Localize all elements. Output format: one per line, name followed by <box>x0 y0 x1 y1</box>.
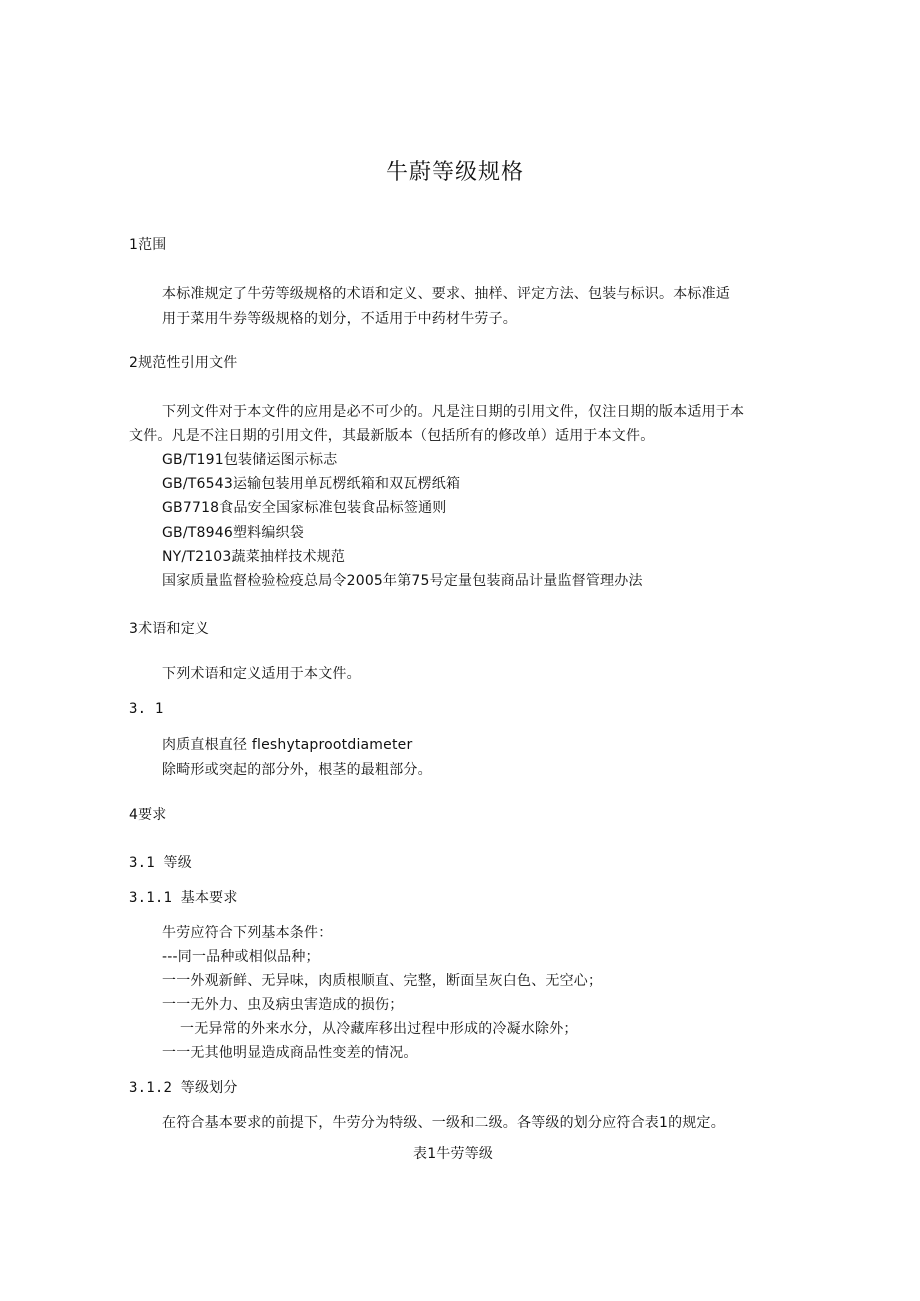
reference-item: GB7718食品安全国家标准包装食品标签通则 <box>162 500 447 516</box>
subsection-grading-heading: 3.1.2 等级划分 <box>129 1080 238 1096</box>
reference-item: GB/T191包装储运图示标志 <box>162 452 338 468</box>
reference-item: 国家质量监督检验检疫总局令2005年第75号定量包装商品计量监督管理办法 <box>162 573 643 589</box>
section-2-paragraph-line-2: 文件。凡是不注日期的引用文件，其最新版本（包括所有的修改单）适用于本文件。 <box>129 428 655 444</box>
condition-item: ---同一品种或相似品种； <box>162 949 320 965</box>
subsection-grade-heading: 3.1 等级 <box>129 855 192 871</box>
term-definition: 除畸形或突起的部分外，根茎的最粗部分。 <box>162 762 432 778</box>
table-caption: 表1牛劳等级 <box>413 1146 494 1162</box>
page-title: 牛蔚等级规格 <box>386 160 525 185</box>
term-number: 3. 1 <box>129 701 164 717</box>
condition-item: 一一无外力、虫及病虫害造成的损伤； <box>162 997 404 1013</box>
section-2-heading: 2规范性引用文件 <box>129 355 238 371</box>
section-4-heading: 4要求 <box>129 807 167 823</box>
section-3-heading: 3术语和定义 <box>129 621 210 637</box>
condition-item: 一一外观新鲜、无异味，肉质根顺直、完整，断面呈灰白色、无空心； <box>162 973 603 989</box>
grading-paragraph: 在符合基本要求的前提下，牛劳分为特级、一级和二级。各等级的划分应符合表1的规定。 <box>162 1115 725 1131</box>
condition-item: 一一无其他明显造成商品性变差的情况。 <box>162 1045 418 1061</box>
condition-item: 一无异常的外来水分，从冷藏库移出过程中形成的冷凝水除外； <box>180 1021 578 1037</box>
term-name: 肉质直根直径 fleshytaprootdiameter <box>162 737 413 753</box>
section-1-paragraph-line-2: 用于菜用牛券等级规格的划分，不适用于中药材牛劳子。 <box>162 311 517 327</box>
section-1-heading: 1范围 <box>129 237 167 253</box>
reference-item: GB/T6543运输包装用单瓦楞纸箱和双瓦楞纸箱 <box>162 476 461 492</box>
reference-item: GB/T8946塑料编织袋 <box>162 525 304 541</box>
basic-requirements-intro: 牛劳应符合下列基本条件： <box>162 925 333 941</box>
section-3-intro: 下列术语和定义适用于本文件。 <box>162 666 361 682</box>
section-2-paragraph-line-1: 下列文件对于本文件的应用是必不可少的。凡是注日期的引用文件，仅注日期的版本适用于本 <box>162 404 745 420</box>
subsection-basic-requirements-heading: 3.1.1 基本要求 <box>129 890 238 906</box>
reference-item: NY/T2103蔬菜抽样技术规范 <box>162 549 346 565</box>
section-1-paragraph-line-1: 本标准规定了牛劳等级规格的术语和定义、要求、抽样、评定方法、包装与标识。本标准适 <box>162 286 730 302</box>
